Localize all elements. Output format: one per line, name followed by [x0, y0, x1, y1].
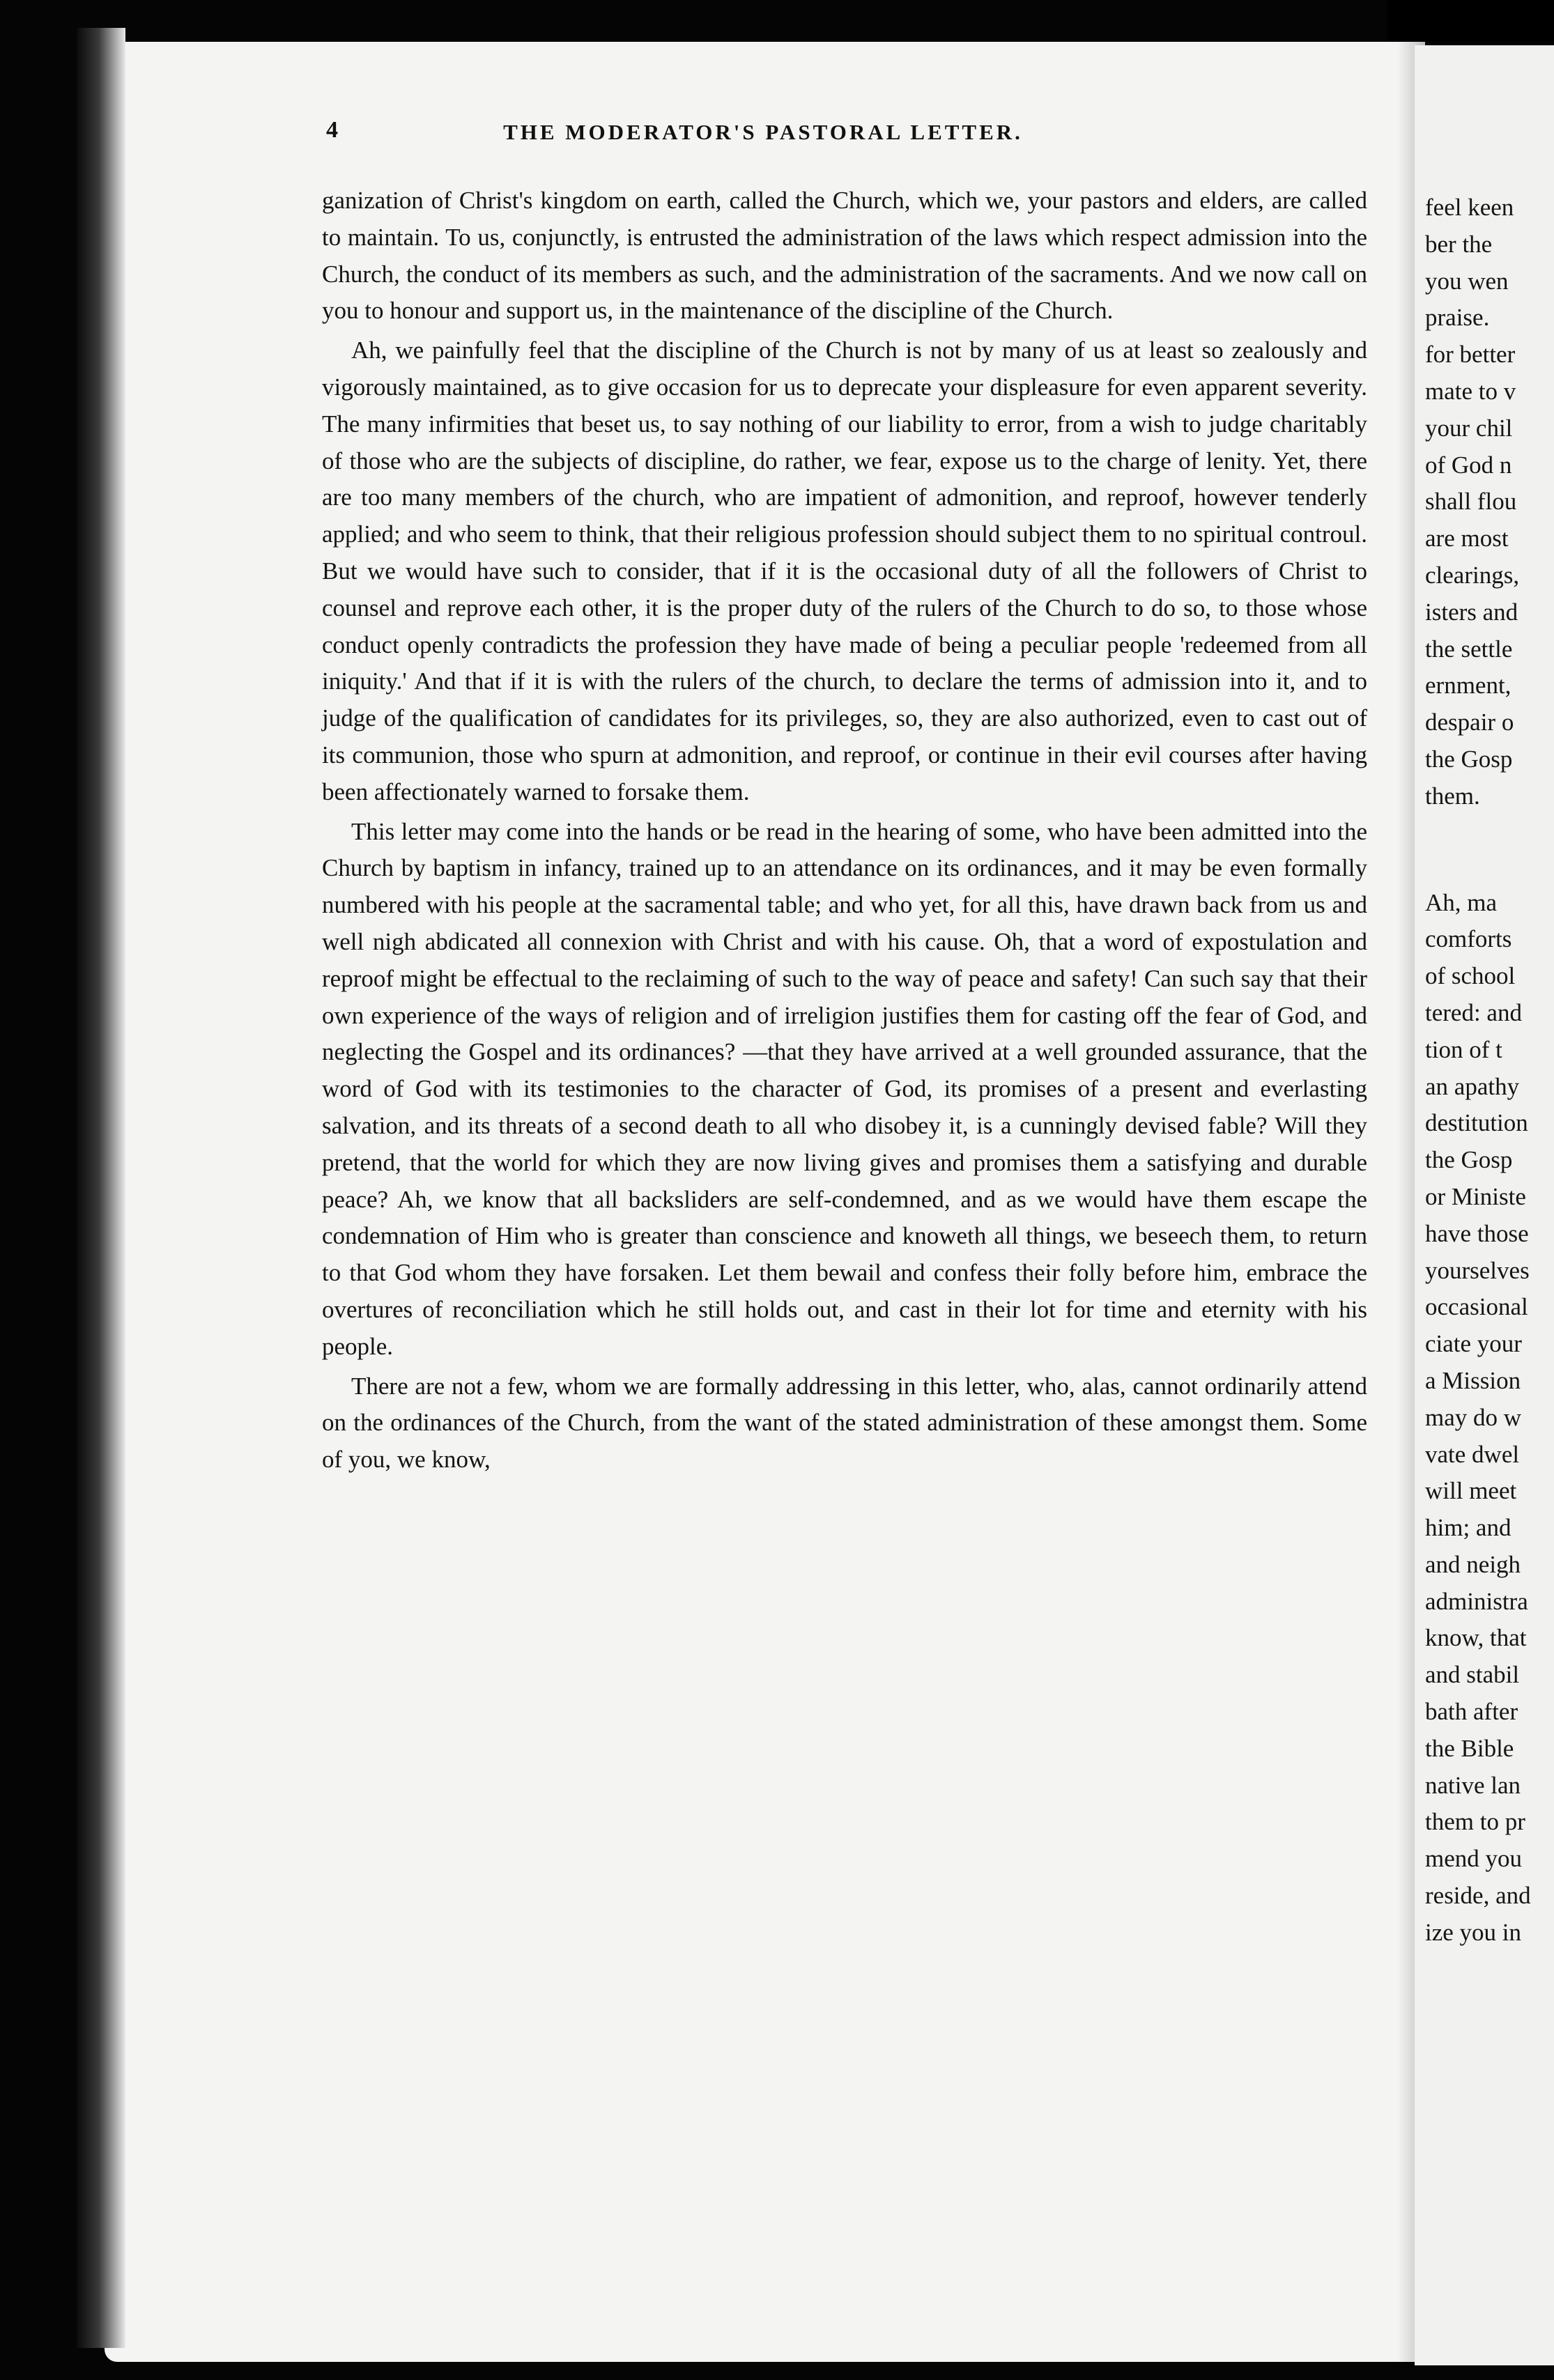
- right-line: are most: [1425, 525, 1509, 552]
- page-binding-edge: [77, 28, 125, 2348]
- right-line: Ah, ma: [1425, 888, 1498, 916]
- right-line: or Ministe: [1425, 1182, 1526, 1210]
- right-page-text-fragment: [1425, 190, 1554, 1952]
- right-line: ernment,: [1425, 672, 1511, 700]
- right-line: praise.: [1425, 304, 1490, 332]
- right-line: the Bible: [1425, 1734, 1514, 1762]
- right-line: ciate your: [1425, 1330, 1522, 1358]
- right-line: an apathy: [1425, 1072, 1520, 1100]
- right-line: occasional: [1425, 1293, 1528, 1321]
- right-line: the Gosp: [1425, 745, 1513, 773]
- right-line: tion of t: [1425, 1035, 1502, 1063]
- right-line: and stabil: [1425, 1661, 1520, 1689]
- right-line: of school: [1425, 962, 1516, 990]
- right-line: administra: [1425, 1587, 1528, 1615]
- right-line: native lan: [1425, 1771, 1521, 1799]
- right-line: for better: [1425, 341, 1516, 369]
- right-line: comforts: [1425, 925, 1512, 953]
- right-line: the settle: [1425, 635, 1513, 663]
- right-line: clearings,: [1425, 561, 1520, 589]
- right-line: may do w: [1425, 1403, 1522, 1431]
- right-line: tered: and: [1425, 998, 1522, 1026]
- paragraph-1: ganization of Christ's kingdom on earth, called the Church, which we, your pastors and elders, are called to maintain. To us, conjunctly, is entrusted the administration of the laws which respect admission into the Church, the conduct of its members as such, and the administration of the sacraments. And we now call on you to honour and support us, in the maintenance of the discipline of the Church.: [322, 187, 1367, 325]
- page-number: 4: [326, 117, 338, 143]
- right-line: mate to v: [1425, 377, 1516, 405]
- right-line: them.: [1425, 782, 1480, 810]
- right-line: destitution: [1425, 1109, 1528, 1137]
- right-bottom-lines: [1425, 885, 1554, 1952]
- right-line: of God n: [1425, 451, 1512, 479]
- right-line: have those: [1425, 1219, 1529, 1247]
- right-line: and neigh: [1425, 1550, 1521, 1578]
- right-line: bath after: [1425, 1698, 1518, 1726]
- right-line: him; and: [1425, 1514, 1511, 1542]
- right-line: ber the: [1425, 230, 1493, 258]
- right-line: reside, and: [1425, 1882, 1531, 1910]
- right-line: you wen: [1425, 267, 1509, 295]
- right-line: a Mission: [1425, 1366, 1521, 1394]
- paragraph-gap: [1425, 815, 1554, 885]
- right-line: them to pr: [1425, 1808, 1525, 1836]
- right-top-lines: [1425, 190, 1554, 815]
- paragraph-2: Ah, we painfully feel that the discipline of the Church is not by many of us at least so zealously and vigorously maintained, as to give occasion for us to deprecate your displeasure for even apparent severity. The many infirmities that beset us, to say nothing of our liability to error, from a wish to judge charitably of those who are the subjects of discipline, do rather, we fear, expose us to the charge of lenity. Yet, there are too many members of the church, who are impatient of admonition, and reproof, however tenderly applied; and who seem to think, that their religious profession should subject them to no spiritual controul. But we would have such to consider, that if it is the occasional duty of all the followers of Christ to counsel and reprove each other, it is the proper duty of the rulers of the Church to do so, to those whose conduct openly contradicts the profession they have made of being a peculiar people 'redeemed from all iniquity.' And that if it is with the rulers of the church, to declare the terms of admission into it, and to judge of the qualification of candidates for its privileges, so, they are also authorized, even to cast out of its communion, those who spurn at admonition, and reproof, or continue in their evil courses after having been affectionately warned to forsake them.: [322, 337, 1367, 805]
- right-line: despair o: [1425, 709, 1514, 736]
- right-line: mend you: [1425, 1845, 1523, 1873]
- right-line: shall flou: [1425, 488, 1517, 516]
- right-line: the Gosp: [1425, 1146, 1513, 1174]
- scan-dark-corner: [1387, 0, 1554, 42]
- right-line: ize you in: [1425, 1918, 1522, 1946]
- running-head: THE MODERATOR'S PASTORAL LETTER.: [503, 120, 1023, 144]
- right-line: your chil: [1425, 414, 1513, 442]
- paragraph-4: There are not a few, whom we are formally addressing in this letter, who, alas, cannot ordinarily attend on the ordinances of the Church, from the want of the stated administration of these amongst them. Some of you, we know,: [322, 1372, 1367, 1474]
- right-line: will meet: [1425, 1477, 1517, 1505]
- main-text-column: [322, 183, 1367, 1481]
- right-line: feel keen: [1425, 194, 1514, 221]
- right-line: yourselves: [1425, 1256, 1530, 1284]
- right-line: vate dwel: [1425, 1440, 1520, 1468]
- paragraph-3: This letter may come into the hands or be read in the hearing of some, who have been admitted into the Church by baptism in infancy, trained up to an attendance on its ordinances, and it may be even formally numbered with his people at the sacramental table; and who yet, for all this, have drawn back from us and well nigh abdicated all connexion with Christ and with his cause. Oh, that a word of expostulation and reproof might be effectual to the reclaiming of such to the way of peace and safety! Can such say that their own experience of the ways of religion and of irreligion justifies them for casting off the fear of God, and neglecting the Gospel and its ordinances? —that they have arrived at a well grounded assurance, that the word of God with its testimonies to the character of God, its promises of a present and everlasting salvation, and its threats of a second death to all who disobey it, is a cunningly devised fable? Will they pretend, that the world for which they are now living gives and promises them a satisfying and durable peace? Ah, we know that all backsliders are self-condemned, and as we would have them escape the condemnation of Him who is greater than conscience and knoweth all things, we beseech them, to return to that God whom they have forsaken. Let them bewail and confess their folly before him, embrace the overtures of reconciliation which he still holds out, and cast in their lot for time and eternity with his people.: [322, 817, 1367, 1360]
- right-line: know, that: [1425, 1624, 1527, 1652]
- right-line: isters and: [1425, 598, 1518, 626]
